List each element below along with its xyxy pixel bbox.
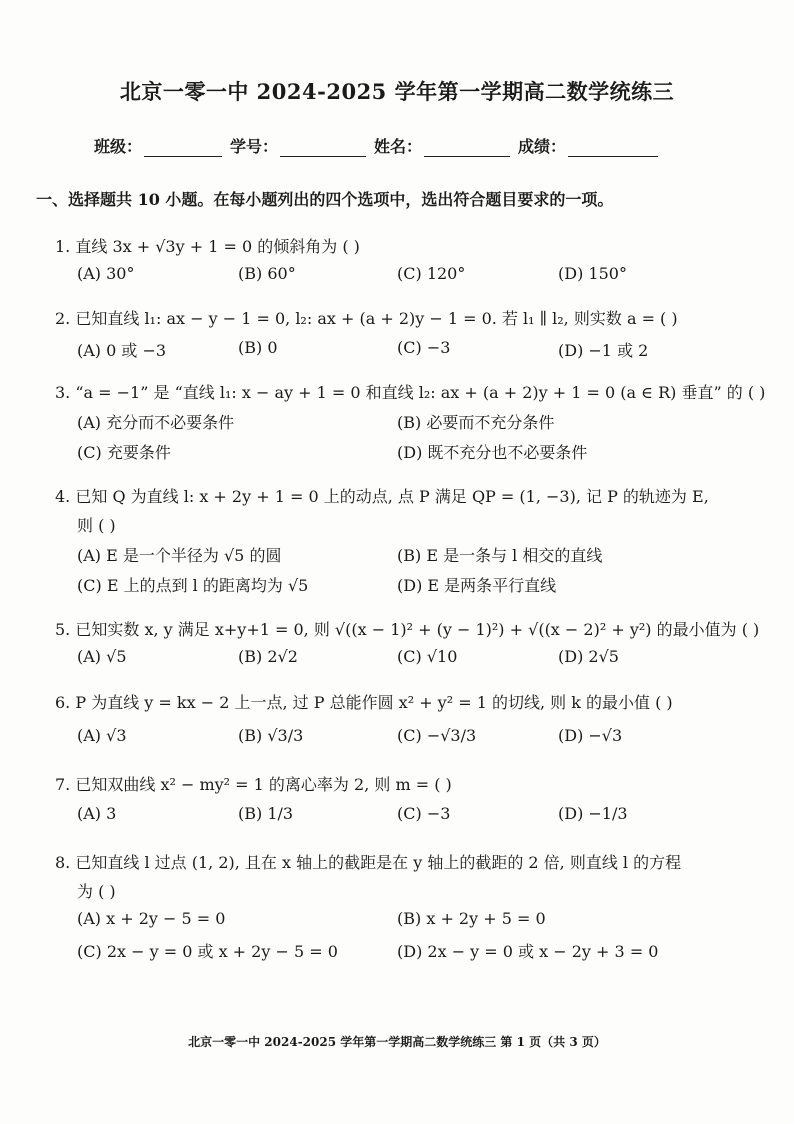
question-stem: 3. “a = −1” 是 “直线 l₁: x − ay + 1 = 0 和直线 l₂: ax + (a + 2)y + 1 = 0 (a ∈ R) 垂直” 的 ( ) [55, 383, 766, 402]
option-d: (D) −√3 [558, 726, 623, 745]
option-c: (C) −3 [397, 804, 451, 823]
option-c: (C) −3 [397, 338, 451, 357]
name-field: 姓名： [374, 134, 510, 157]
option-b: (B) E 是一条与 l 相交的直线 [397, 546, 603, 565]
option-d: (D) 2√5 [558, 647, 619, 666]
option-b: (B) 必要而不充分条件 [397, 413, 555, 432]
question-stem-continued: 则 ( ) [77, 516, 116, 535]
option-d: (D) 既不充分也不必要条件 [397, 443, 588, 462]
score-field: 成绩： [518, 134, 658, 157]
option-d: (D) −1 或 2 [558, 341, 649, 360]
option-d: (D) 150° [558, 264, 627, 283]
question-stem: 1. 直线 3x + √3y + 1 = 0 的倾斜角为 ( ) [55, 237, 360, 256]
option-b: (B) 0 [238, 338, 278, 357]
question-stem: 7. 已知双曲线 x² − my² = 1 的离心率为 2, 则 m = ( ) [55, 775, 452, 794]
option-c: (C) √10 [397, 647, 458, 666]
question-stem: 5. 已知实数 x, y 满足 x+y+1 = 0, 则 √((x − 1)² + (y − 1)²) + √((x − 2)² + y²) 的最小值为 ( ) [55, 620, 760, 639]
question-stem: 6. P 为直线 y = kx − 2 上一点, 过 P 总能作圆 x² + y² = 1 的切线, 则 k 的最小值 ( ) [55, 693, 673, 712]
question-stem: 2. 已知直线 l₁: ax − y − 1 = 0, l₂: ax + (a + 2)y − 1 = 0. 若 l₁ ∥ l₂, 则实数 a = ( ) [55, 309, 678, 328]
class-blank[interactable] [144, 142, 222, 157]
option-b: (B) x + 2y + 5 = 0 [397, 909, 546, 928]
option-a: (A) 0 或 −3 [77, 341, 167, 360]
option-d: (D) 2x − y = 0 或 x − 2y + 3 = 0 [397, 942, 659, 961]
option-a: (A) √3 [77, 726, 127, 745]
option-c: (C) −√3/3 [397, 726, 477, 745]
option-a: (A) 充分而不必要条件 [77, 413, 235, 432]
option-a: (A) 3 [77, 804, 117, 823]
option-a: (A) x + 2y − 5 = 0 [77, 909, 226, 928]
question-stem-continued: 为 ( ) [77, 882, 116, 901]
student-number-blank[interactable] [280, 142, 366, 157]
question-stem: 4. 已知 Q 为直线 l: x + 2y + 1 = 0 上的动点, 点 P 满足 QP = (1, −3), 记 P 的轨迹为 E, [55, 487, 709, 506]
option-d: (D) E 是两条平行直线 [397, 576, 557, 595]
option-b: (B) √3/3 [238, 726, 304, 745]
option-b: (B) 60° [238, 264, 296, 283]
option-a: (A) E 是一个半径为 √5 的圆 [77, 546, 282, 565]
class-field: 班级： [94, 134, 222, 157]
option-a: (A) 30° [77, 264, 135, 283]
section-heading: 一、选择题共 10 小题。在每小题列出的四个选项中，选出符合题目要求的一项。 [36, 190, 614, 209]
option-b: (B) 1/3 [238, 804, 294, 823]
option-b: (B) 2√2 [238, 647, 298, 666]
student-number-field: 学号： [230, 134, 366, 157]
page-title: 北京一零一中 2024-2025 学年第一学期高二数学统练三 [119, 79, 675, 104]
name-blank[interactable] [424, 142, 510, 157]
option-d: (D) −1/3 [558, 804, 628, 823]
option-c: (C) E 上的点到 l 的距离均为 √5 [77, 576, 309, 595]
score-blank[interactable] [568, 142, 658, 157]
option-c: (C) 2x − y = 0 或 x + 2y − 5 = 0 [77, 942, 338, 961]
option-c: (C) 充要条件 [77, 443, 171, 462]
page-footer: 北京一零一中 2024-2025 学年第一学期高二数学统练三 第 1 页（共 3 页） [188, 1035, 606, 1049]
option-a: (A) √5 [77, 647, 127, 666]
student-info-row [94, 134, 666, 157]
question-stem: 8. 已知直线 l 过点 (1, 2), 且在 x 轴上的截距是在 y 轴上的截距的 2 倍, 则直线 l 的方程 [55, 853, 682, 872]
option-c: (C) 120° [397, 264, 466, 283]
